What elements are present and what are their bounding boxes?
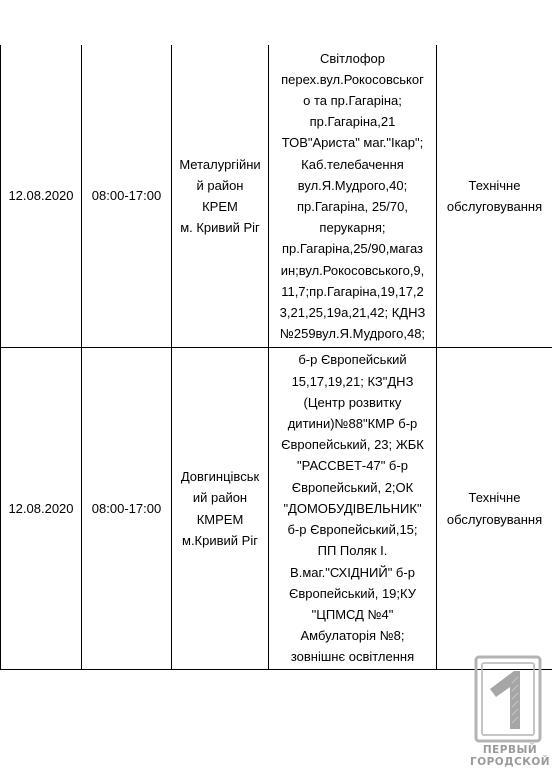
district-line: й район — [196, 177, 244, 193]
address-line: Амбулаторія №8; — [300, 628, 405, 644]
address-cell — [269, 45, 436, 347]
address-line: Європейський, 2;ОК — [291, 479, 414, 495]
district-line: КРЕМ — [202, 199, 238, 214]
logo-line: ГОРОДСКОЙ — [470, 756, 551, 768]
address-line: вул.Я.Мудрого,40; — [297, 177, 408, 193]
address-line: 15,17,19,21; КЗ"ДНЗ — [291, 373, 414, 389]
date-cell — [1, 45, 81, 347]
address-line: о та пр.Гагаріна; — [303, 92, 402, 108]
address-line: Світлофор — [320, 50, 385, 66]
address-line: Європейський, 23; ЖБК — [281, 437, 424, 453]
work-type-line: обслуговування — [446, 511, 543, 527]
address-cell — [269, 348, 436, 669]
district-line: Довгинцівськ — [180, 469, 260, 485]
address-line: перех.вул.Рокосовськог — [281, 71, 424, 87]
district-cell — [172, 45, 268, 347]
address-line: зовнішнє освітлення — [290, 649, 415, 665]
address-line: 11,7;пр.Гагаріна,19,17,2 — [281, 283, 424, 299]
address-line: ин;вул.Рокосовського,9, — [280, 262, 425, 278]
address-line: дитини)№88"КМР б-р — [287, 416, 418, 432]
work-type-cell — [437, 45, 552, 347]
work-type-line: Технічне — [468, 177, 521, 193]
date-cell — [1, 348, 81, 669]
district-line: м. Кривий Ріг — [180, 220, 260, 236]
address-line: "ЦПМСД №4" — [311, 606, 394, 622]
district-line: м.Кривий Ріг — [182, 532, 258, 548]
date-text: 12.08.2020 — [8, 188, 74, 204]
logo-wordmark — [470, 744, 550, 768]
work-type-line: Технічне — [468, 490, 521, 506]
address-line: пр.Гагаріна,25/90,магаз — [281, 241, 424, 257]
address-line: "РАССВЕТ-47" б-р — [297, 458, 408, 474]
address-line: перукарня; — [319, 220, 386, 236]
district-line: КМРЕМ — [196, 511, 244, 527]
time-text: 08:00-17:00 — [91, 500, 162, 516]
work-type-cell — [437, 348, 552, 669]
address-line: пр.Гагаріна,21 — [309, 114, 396, 130]
address-line: б-р Європейський,15; — [287, 522, 418, 538]
district-line: ий район — [192, 490, 248, 506]
address-line: б-р Європейський — [298, 352, 407, 368]
address-line: ТОВ"Ариста" маг."Ікар"; — [281, 135, 424, 151]
district-line: Металургійни — [179, 156, 261, 172]
date-text: 12.08.2020 — [8, 500, 74, 516]
address-line: Європейський, 19;КУ — [289, 585, 416, 601]
address-line: ПП Поляк І. — [317, 543, 388, 559]
address-line: пр.Гагаріна, 25/70, — [296, 199, 408, 214]
address-line: Каб.телебачення — [301, 156, 404, 172]
address-line: "ДОМОБУДІВЕЛЬНИК" — [283, 500, 422, 516]
work-type-line: обслуговування — [446, 199, 543, 214]
address-line: В.маг."СХІДНИЙ" б-р — [290, 564, 415, 580]
time-text: 08:00-17:00 — [91, 188, 162, 204]
address-line: 3,21,25,19а,21,42; КДНЗ — [279, 305, 426, 321]
time-cell — [82, 45, 171, 347]
address-line: (Центр розвитку — [303, 394, 402, 410]
address-line: №259вул.Я.Мудрого,48; — [279, 326, 426, 342]
time-cell — [82, 348, 171, 669]
logo-line: ПЕРВЫЙ — [482, 744, 538, 756]
district-cell — [172, 348, 268, 669]
